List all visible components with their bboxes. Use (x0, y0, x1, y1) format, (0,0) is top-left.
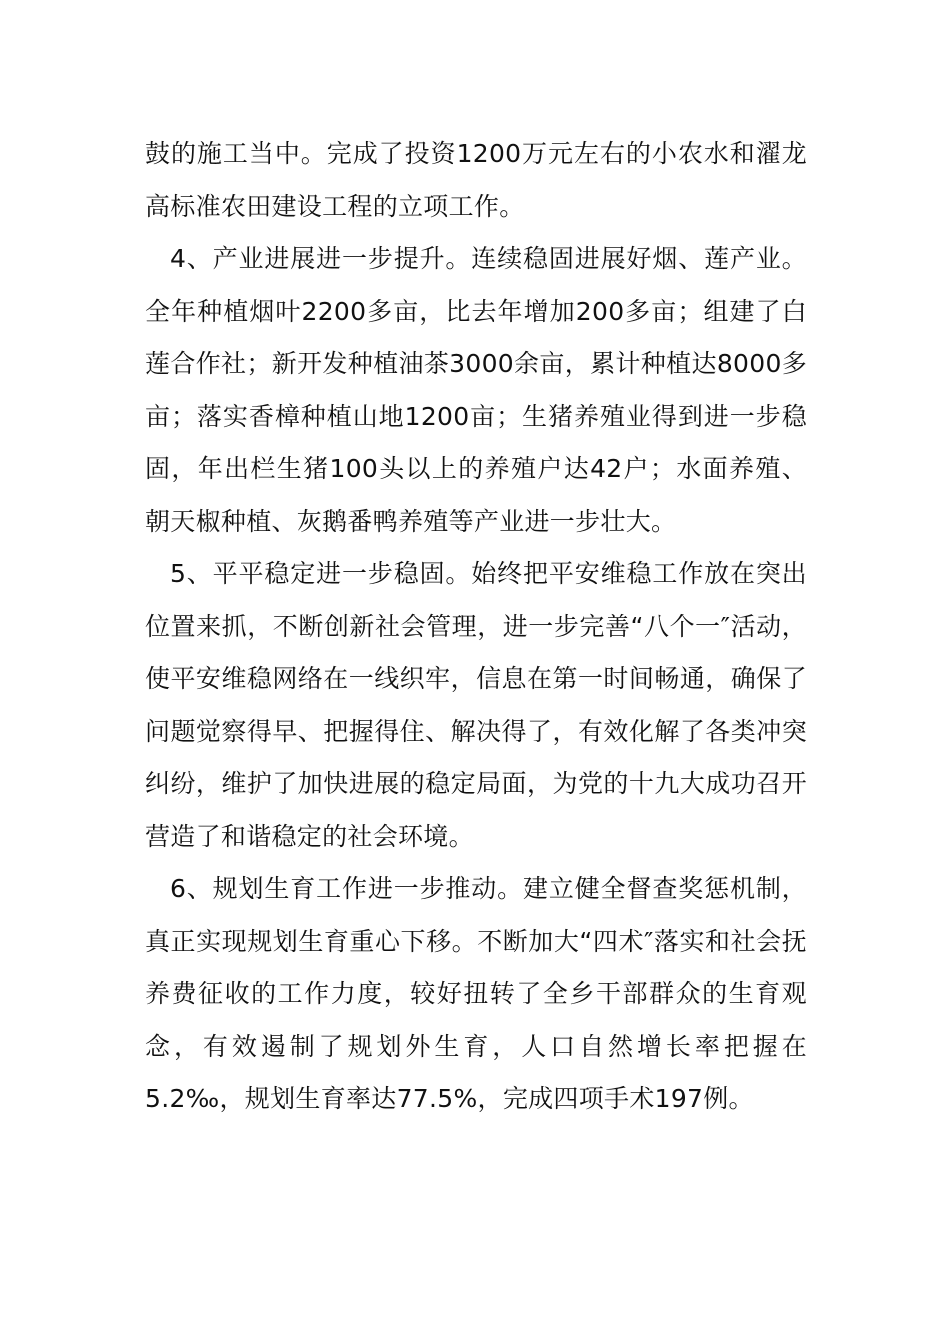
paragraph-industry-development: 4、产业进展进一步提升。连续稳固进展好烟、莲产业。全年种植烟叶2200多亩，比去年增加200多亩；组建了白莲合作社；新开发种植油茶3000余亩，累计种植达8000多亩；落实香樟种植山地1200亩；生猪养殖业得到进一步稳固，年出栏生猪100头以上的养殖户达42户；水面养殖、朝天椒种植、灰鹅番鸭养殖等产业进一步壮大。 (145, 244, 807, 536)
paragraph-continuation: 鼓的施工当中。完成了投资1200万元左右的小农水和濯龙高标准农田建设工程的立项工作。 (145, 139, 807, 221)
body-text (145, 128, 807, 1126)
paragraph-family-planning: 6、规划生育工作进一步推动。建立健全督查奖惩机制，真正实现规划生育重心下移。不断加大“四术″落实和社会抚养费征收的工作力度，较好扭转了全乡干部群众的生育观念，有效遏制了规划外生育，人口自然增长率把握在5.2‰，规划生育率达77.5%，完成四项手术197例。 (145, 874, 807, 1113)
paragraph-stability: 5、平平稳定进一步稳固。始终把平安维稳工作放在突出位置来抓，不断创新社会管理，进一步完善“八个一″活动，使平安维稳网络在一线织牢，信息在第一时间畅通，确保了问题觉察得早、把握得住、解决得了，有效化解了各类冲突纠纷，维护了加快进展的稳定局面，为党的十九大成功召开营造了和谐稳定的社会环境。 (145, 559, 807, 851)
